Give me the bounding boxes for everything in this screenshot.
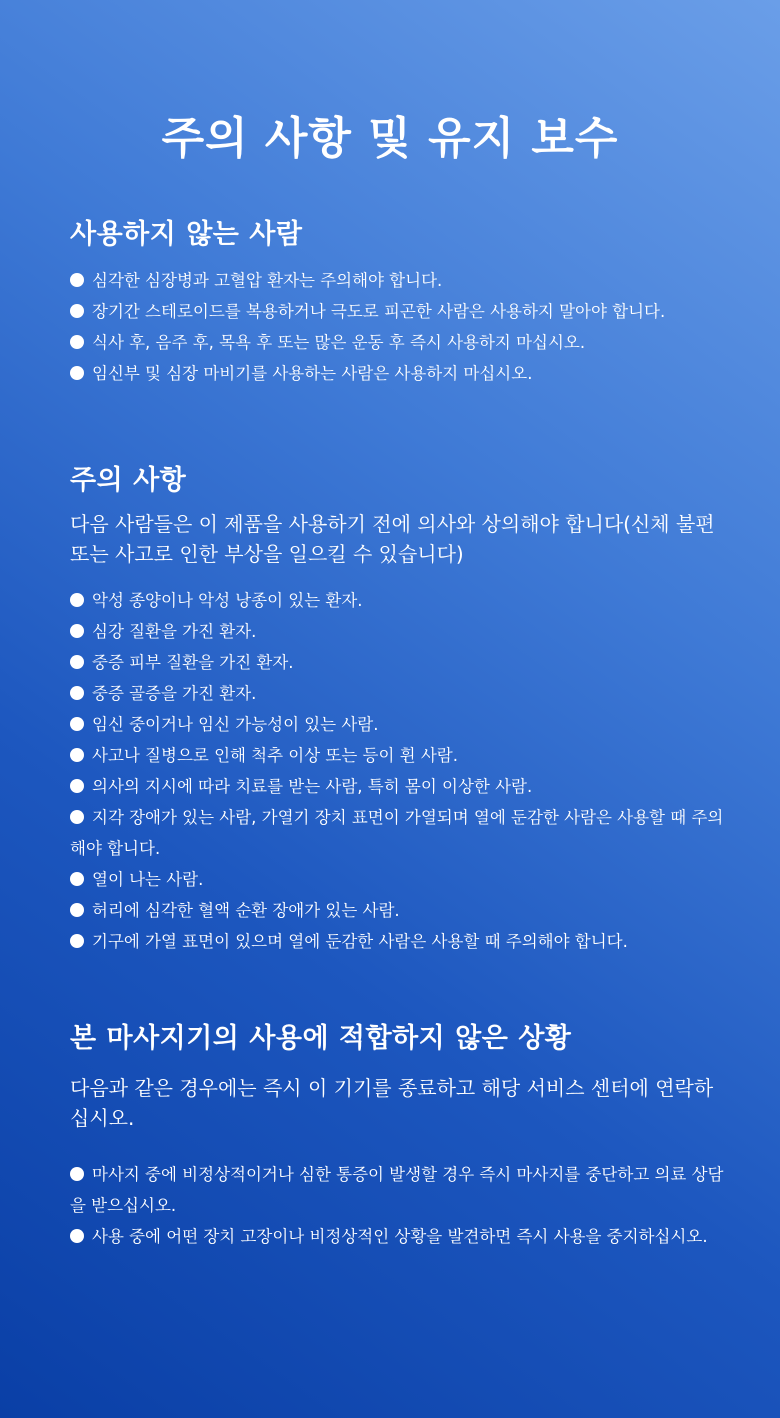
section-heading: 주의 사항 [70, 465, 187, 496]
list-item [70, 647, 730, 678]
bullet-icon [70, 934, 84, 948]
bullet-icon [70, 273, 84, 287]
bullet-icon [70, 335, 84, 349]
bullet-icon [70, 304, 84, 318]
section-intro: 다음 사람들은 이 제품을 사용하기 전에 의사와 상의해야 합니다(신체 불편 또는 사고로 인한 부상을 일으킬 수 있습니다) [70, 512, 715, 566]
bullet-icon [70, 779, 84, 793]
list-item [70, 740, 730, 771]
section-heading: 사용하지 않는 사람 [70, 219, 303, 250]
list-item-text: 중증 골증을 가진 환자. [92, 684, 257, 703]
bullet-icon [70, 366, 84, 380]
list-item [70, 265, 730, 296]
section-not-for-use [70, 212, 730, 389]
list-item-text: 지각 장애가 있는 사람, 가열기 장치 표면이 가열되며 열에 둔감한 사람은 사용할 때 주의해야 합니다. [70, 808, 724, 858]
list-item-text: 장기간 스테로이드를 복용하거나 극도로 피곤한 사람은 사용하지 말아야 합니다. [92, 302, 666, 321]
page-title: 주의 사항 및 유지 보수 [161, 113, 619, 164]
list-item [70, 616, 730, 647]
list-item [70, 926, 730, 957]
list-item-text: 심각한 심장병과 고혈압 환자는 주의해야 합니다. [92, 271, 443, 290]
list-item-text: 심강 질환을 가진 환자. [92, 622, 257, 641]
bullet-icon [70, 686, 84, 700]
list-item-text: 임신 중이거나 임신 가능성이 있는 사람. [92, 715, 379, 734]
list-item [70, 895, 730, 926]
bullet-list [70, 585, 730, 957]
section-heading: 본 마사지기의 사용에 적합하지 않은 상황 [70, 1023, 572, 1054]
list-item-text: 사용 중에 어떤 장치 고장이나 비정상적인 상황을 발견하면 즉시 사용을 중지하십시오. [92, 1227, 708, 1246]
bullet-list [70, 265, 730, 389]
list-item-text: 열이 나는 사람. [92, 870, 204, 889]
bullet-icon [70, 1167, 84, 1181]
bullet-icon [70, 624, 84, 638]
list-item-text: 식사 후, 음주 후, 목욕 후 또는 많은 운동 후 즉시 사용하지 마십시오. [92, 333, 586, 352]
bullet-icon [70, 748, 84, 762]
list-item-text: 중증 피부 질환을 가진 환자. [92, 653, 294, 672]
list-item [70, 771, 730, 802]
bullet-icon [70, 810, 84, 824]
list-item [70, 358, 730, 389]
section-unsuitable-situations [70, 1016, 730, 1252]
bullet-icon [70, 655, 84, 669]
list-item-text: 마사지 중에 비정상적이거나 심한 통증이 발생할 경우 즉시 마사지를 중단하고 의료 상담을 받으십시오. [70, 1165, 724, 1215]
list-item [70, 327, 730, 358]
bullet-list [70, 1159, 730, 1252]
list-item-text: 임신부 및 심장 마비기를 사용하는 사람은 사용하지 마십시오. [92, 364, 533, 383]
list-item [70, 296, 730, 327]
list-item [70, 709, 730, 740]
bullet-icon [70, 872, 84, 886]
list-item-text: 악성 종양이나 악성 낭종이 있는 환자. [92, 591, 363, 610]
section-precautions [70, 458, 730, 957]
list-item [70, 585, 730, 616]
bullet-icon [70, 717, 84, 731]
bullet-icon [70, 903, 84, 917]
list-item [70, 678, 730, 709]
list-item [70, 1221, 730, 1252]
list-item-text: 사고나 질병으로 인해 척추 이상 또는 등이 휜 사람. [92, 746, 458, 765]
list-item-text: 의사의 지시에 따라 치료를 받는 사람, 특히 몸이 이상한 사람. [92, 777, 533, 796]
section-intro: 다음과 같은 경우에는 즉시 이 기기를 종료하고 해당 서비스 센터에 연락하십시오. [70, 1076, 714, 1130]
list-item-text: 기구에 가열 표면이 있으며 열에 둔감한 사람은 사용할 때 주의해야 합니다. [92, 932, 628, 951]
list-item [70, 1159, 730, 1221]
list-item [70, 864, 730, 895]
list-item-text: 허리에 심각한 혈액 순환 장애가 있는 사람. [92, 901, 400, 920]
list-item [70, 802, 730, 864]
bullet-icon [70, 593, 84, 607]
bullet-icon [70, 1229, 84, 1243]
